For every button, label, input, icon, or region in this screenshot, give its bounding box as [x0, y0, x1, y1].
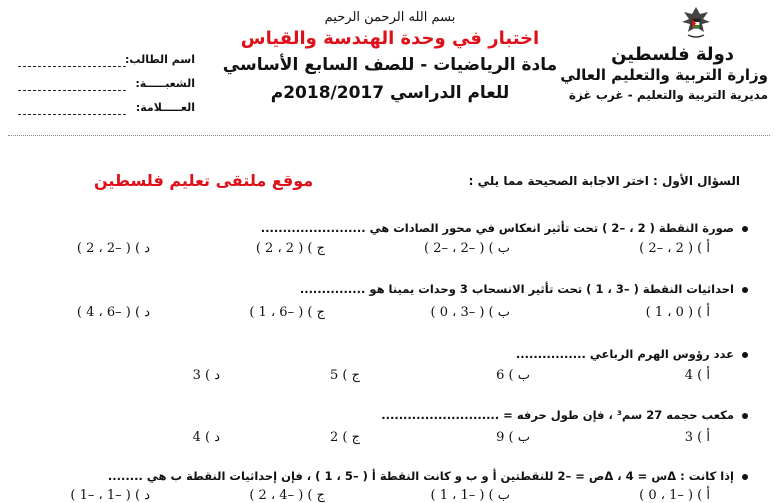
grade-label: العـــــلامة: — [135, 101, 195, 114]
option-c: ج ) ( 2 ، 2 ) — [255, 241, 325, 256]
option-b: ب ) ( –2 ، –2 ) — [423, 241, 510, 256]
directorate-name: مديرية التربية والتعليم - غرب غزة — [568, 88, 768, 102]
question-stem-text: مكعب حجمه 27 سم³ ، فإن طول حرفه = ........................... — [381, 408, 734, 422]
question-stem — [261, 221, 748, 235]
option-b: ب ) ( –1 ، 1 ) — [430, 488, 510, 503]
student-name-line — [18, 66, 126, 67]
bullet-icon — [742, 413, 748, 419]
basmala: بسم الله الرحمن الرحيم — [324, 10, 456, 25]
option-c: ج ) ( –4 ، 2 ) — [249, 488, 325, 503]
question-stem — [300, 282, 748, 296]
section-line — [18, 90, 126, 91]
question-stem — [108, 469, 748, 483]
section-label: الشعبـــــة: — [135, 77, 195, 90]
question-stem — [381, 408, 748, 422]
academic-year: للعام الدراسي 2018/2017م — [270, 83, 510, 103]
option-b: ب ) 6 — [496, 368, 530, 383]
option-a: أ ) ( 2 ، –2 ) — [639, 241, 710, 256]
option-d: د ) ( –6 ، 4 ) — [76, 305, 150, 320]
bullet-icon — [742, 226, 748, 232]
ministry-name: وزارة التربية والتعليم العالي — [560, 66, 768, 84]
question-stem-text: صورة النقطة ( 2 ، –2 ) تحت تأثير انعكاس في محور الصادات هي ........................ — [260, 221, 734, 235]
option-a: أ ) 3 — [684, 430, 710, 445]
option-c: ج ) ( –6 ، 1 ) — [249, 305, 325, 320]
option-b: ب ) ( –3 ، 0 ) — [430, 305, 510, 320]
option-a: أ ) ( 0 ، 1 ) — [645, 305, 710, 320]
state-name: دولة فلسطين — [611, 44, 734, 65]
question-stem — [516, 347, 748, 361]
question-stem-text: عدد رؤوس الهرم الرباعي ................ — [515, 347, 734, 361]
option-d: د ) 4 — [192, 430, 220, 445]
question-stem-text: إذا كانت : Δس = 4 ، Δص = –2 للنقطتين أ و ب و كانت النقطة أ ( –5 ، 1 ) ، فإن إحداثيات النقطة ب هي ........ — [107, 469, 734, 483]
bullet-icon — [742, 352, 748, 358]
bullet-icon — [742, 474, 748, 480]
site-name: موقع ملتقى تعليم فلسطين — [94, 171, 314, 190]
grade-line — [18, 114, 126, 115]
question-one-title: السؤال الأول : اختر الاجابة الصحيحة مما يلي : — [468, 174, 740, 188]
header-divider — [8, 135, 770, 136]
option-a: أ ) 4 — [684, 368, 710, 383]
option-d: د ) 3 — [192, 368, 220, 383]
option-d: د ) ( –2 ، 2 ) — [76, 241, 150, 256]
student-name-label: اسم الطالب: — [125, 53, 195, 66]
option-c: ج ) 5 — [329, 368, 360, 383]
option-c: ج ) 2 — [329, 430, 360, 445]
option-d: د ) ( –1 ، –1 ) — [70, 488, 150, 503]
option-a: أ ) ( –1 ، 0 ) — [639, 488, 710, 503]
exam-title: اختبار في وحدة الهندسة والقياس — [240, 28, 540, 49]
question-stem-text: احداثيات النقطة ( –3 ، 1 ) تحت تأثير الانسحاب 3 وحدات يمينا هو ............... — [299, 282, 734, 296]
option-b: ب ) 9 — [496, 430, 530, 445]
subject-line: مادة الرياضيات - للصف السابع الأساسي — [222, 55, 558, 75]
bullet-icon — [742, 287, 748, 293]
